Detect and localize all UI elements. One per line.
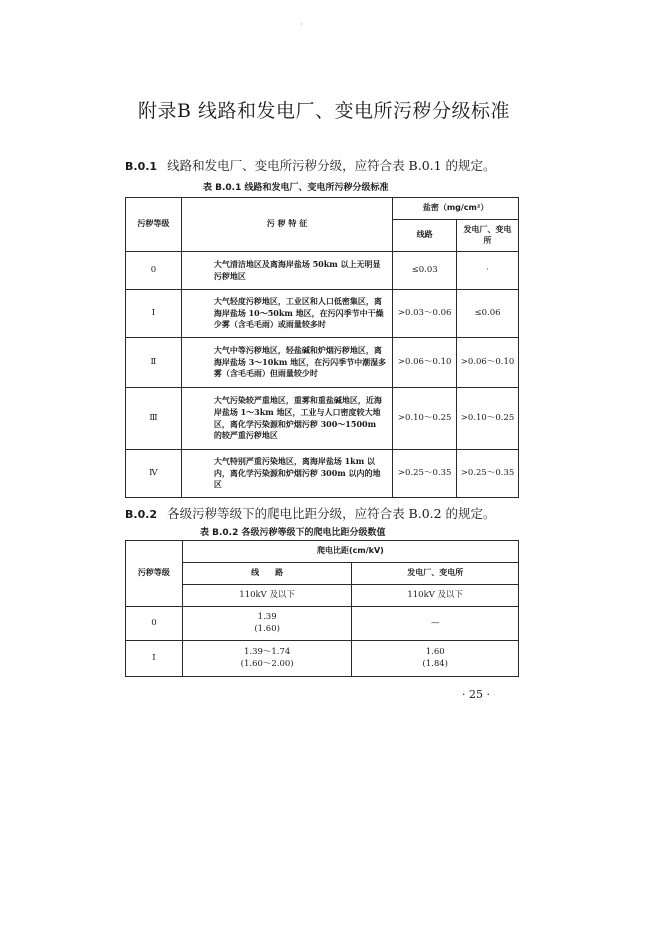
header-line: 线 路: [182, 563, 352, 585]
grade-cell: Ⅱ: [126, 338, 182, 388]
header-grade: 污秽等级: [126, 198, 182, 252]
plant-value: [352, 641, 519, 677]
line-value: [182, 641, 352, 677]
feature-cell: 大气轻度污秽地区，工业区和人口低密集区，离海岸盐场 10～50km 地区，在污闪季节中干燥少雾（含毛毛雨）或雨量较多时: [181, 290, 392, 338]
pollution-grade-table: [125, 197, 519, 498]
plant-value: >0.06～0.10: [457, 338, 519, 388]
header-grade: 污秽等级: [126, 541, 183, 607]
table-row: [126, 338, 519, 388]
table-row: [126, 290, 519, 338]
clause-text: 线路和发电厂、变电所污秽分级，应符合表 B.0.1 的规定。: [167, 158, 496, 173]
header-voltage-plant: 110kV 及以下: [352, 585, 519, 607]
line-value: >0.06～0.10: [393, 338, 457, 388]
plant-value: ·: [457, 252, 519, 290]
plant-value: >0.10～0.25: [457, 388, 519, 450]
table-row: [126, 388, 519, 450]
creepage-distance-table: [125, 540, 519, 677]
feature-cell: 大气清洁地区及离海岸盐场 50km 以上无明显污秽地区: [181, 252, 392, 290]
line-value: >0.25～0.35: [393, 450, 457, 498]
table-row: [126, 607, 519, 641]
header-plant: 发电厂、变电所: [457, 220, 519, 252]
grade-cell: Ⅳ: [126, 450, 182, 498]
clause-number: B.0.2: [125, 508, 158, 521]
header-mark: ·: [300, 20, 303, 29]
plant-value: ≤0.06: [457, 290, 519, 338]
plant-main-value: 1.60: [425, 647, 445, 658]
header-voltage-line: 110kV 及以下: [182, 585, 352, 607]
header-salt-density: 盐密（mg/cm²）: [393, 198, 519, 220]
grade-cell: 0: [126, 607, 183, 641]
header-plant: 发电厂、变电所: [352, 563, 519, 585]
grade-cell: 0: [126, 252, 182, 290]
clause-number: B.0.1: [125, 160, 158, 173]
line-value: >0.10～0.25: [393, 388, 457, 450]
line-sub-value: (1.60～2.00): [240, 658, 294, 669]
table-row: [126, 641, 519, 677]
appendix-title: 附录B 线路和发电厂、变电所污秽分级标准: [137, 100, 510, 122]
line-value: ≤0.03: [393, 252, 457, 290]
header-creepage: 爬电比距(cm/kV): [182, 541, 518, 563]
line-main-value: 1.39～1.74: [243, 647, 291, 658]
clause-b02: [125, 504, 496, 522]
feature-cell: 大气特别严重污染地区，离海岸盐场 1km 以内，离化学污染源和炉烟污秽 300m 以内的地区: [181, 450, 392, 498]
header-line: 线路: [393, 220, 457, 252]
table1-caption: 表 B.0.1 线路和发电厂、变电所污秽分级标准: [203, 183, 389, 193]
line-sub-value: (1.60): [254, 623, 280, 634]
grade-cell: Ⅰ: [126, 290, 182, 338]
clause-b01: [125, 156, 496, 174]
feature-cell: 大气污染较严重地区，重雾和重盐碱地区，近海岸盐场 1～3km 地区，工业与人口密度较大地区，离化学污染源和炉烟污秽 300～1500m 的较严重污秽地区: [181, 388, 392, 450]
table-row: [126, 252, 519, 290]
grade-cell: Ⅰ: [126, 641, 183, 677]
line-main-value: 1.39: [257, 612, 277, 623]
feature-cell: 大气中等污秽地区，轻盐碱和炉烟污秽地区，离海岸盐场 3～10km 地区，在污闪季节中潮湿多雾（含毛毛雨）但雨量较少时: [181, 338, 392, 388]
line-value: [182, 607, 352, 641]
page-number: · 25 ·: [462, 688, 490, 701]
plant-sub-value: (1.84): [422, 658, 448, 669]
plant-value: [352, 607, 519, 641]
line-value: >0.03～0.06: [393, 290, 457, 338]
clause-text: 各级污秽等级下的爬电比距分级，应符合表 B.0.2 的规定。: [167, 506, 496, 521]
table-row: [126, 450, 519, 498]
table2-caption: 表 B.0.2 各级污秽等级下的爬电比距分级数值: [200, 528, 386, 538]
grade-cell: Ⅲ: [126, 388, 182, 450]
plant-main-value: —: [430, 617, 440, 628]
header-feature: 污 秽 特 征: [181, 198, 392, 252]
plant-value: >0.25～0.35: [457, 450, 519, 498]
